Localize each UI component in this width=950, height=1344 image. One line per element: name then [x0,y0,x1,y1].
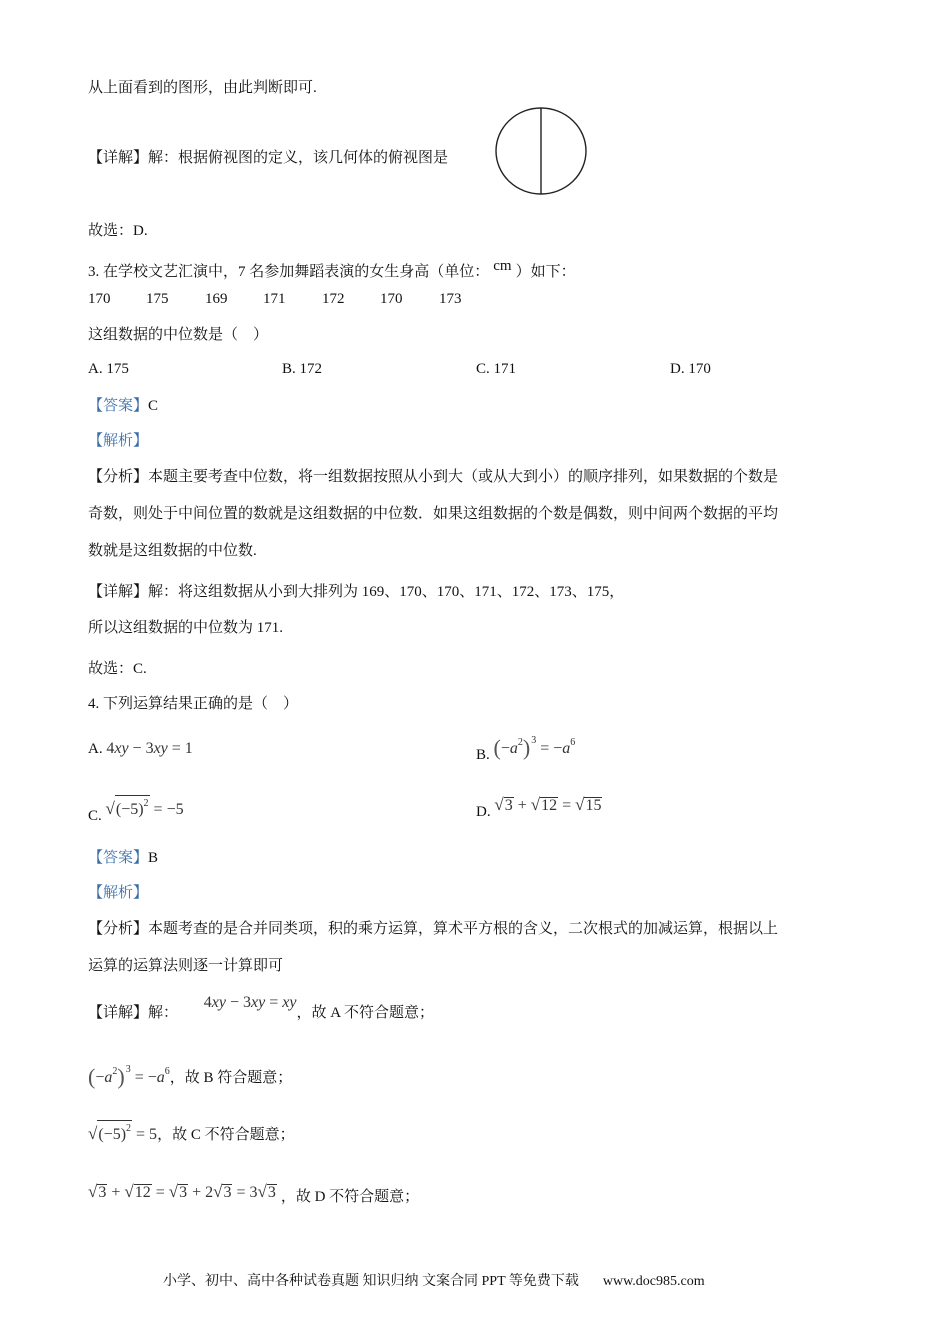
q2-intro-end: 从上面看到的图形，由此判断即可. [88,80,317,96]
detail-text: 解：将这组数据从小到大排列为 169、170、170、171、172、173、175， [148,584,625,600]
step-d-expr: √3 + √12 = √3 + 2√3 = 3√3 [88,1182,276,1201]
q3-fenxi-line-2: 奇数，则处于中间位置的数就是这组数据的中位数．如果这组数据的个数是偶数，则中间两个数据的平均 [88,506,779,522]
step-a-expr: 4xy − 3xy = xy [203,994,297,1011]
step-c-comment: ，故 C 不符合题意； [157,1127,295,1143]
fenxi-label: 【分析】 [88,469,149,485]
fenxi-text: 本题考查的是合并同类项，积的乘方运算，算术平方根的含义，二次根式的加减运算，根据以上 [148,921,779,937]
q4-option-c [88,795,184,825]
q3-choice: 故选：C. [88,661,147,677]
height-value: 175 [146,291,169,307]
q3-option-a: A. 175 [88,361,129,377]
height-value: 169 [205,291,228,307]
q3-answer [88,396,158,416]
q4-detail-step-a [88,994,434,1023]
step-b-expr: $(-a^2)^3 = -a^6$ [88,1064,170,1089]
step-c-expr: $√(-5)^2 = 5$ [88,1126,157,1143]
answer-value: C [148,398,159,414]
q4-detail-step-b [88,1060,292,1088]
answer-label: 【答案】 [88,398,149,414]
detail-label: 【详解】 [88,584,149,600]
fenxi-text: 本题主要考查中位数，将一组数据按照从小到大（或从大到小）的顺序排列，如果数据的个数是 [148,469,779,485]
q4-analysis-label: 【解析】 [88,885,149,901]
option-b-expr: $(-a^2)^3 = -a^6$ [493,735,576,760]
option-letter: D. [476,804,491,820]
footer-url[interactable]: www.doc985.com [602,1274,705,1289]
detail-label: 【详解】 [88,1005,149,1021]
q3-fenxi-line-3: 数就是这组数据的中位数. [88,543,257,559]
q3-detail-line-1 [88,582,624,602]
top-view-circle-figure [494,105,588,197]
option-letter: A. [88,741,103,757]
q4-option-b [476,735,575,764]
height-value: 171 [263,291,286,307]
detail-label: 【详解】 [88,150,149,166]
q3-stem-suffix: ）如下： [515,264,576,280]
q3-stem-prefix: 3. 在学校文艺汇演中，7 名参加舞蹈表演的女生身高（单位： [88,264,490,280]
step-d-comment: ，故 D 不符合题意； [280,1189,420,1205]
step-a-comment: ，故 A 不符合题意； [296,1005,434,1021]
detail-prefix: 解： [148,1005,179,1021]
q3-option-b: B. 172 [282,361,323,377]
q4-detail-step-d [88,1182,419,1203]
answer-value: B [148,850,159,866]
option-letter: C. [88,808,102,824]
q3-analysis-label: 【解析】 [88,433,149,449]
step-b-comment: ，故 B 符合题意； [169,1070,293,1086]
q2-detail [88,148,448,168]
q4-fenxi-line-2: 运算的运算法则逐一计算即可 [88,958,284,974]
page-footer [163,1270,705,1290]
height-value: 172 [322,291,345,307]
q2-choice: 故选：D. [88,223,148,239]
q3-detail-line-2: 所以这组数据的中位数为 171. [88,620,284,636]
height-value: 170 [88,291,111,307]
q3-option-c: C. 171 [476,361,517,377]
detail-text: 解：根据俯视图的定义，该几何体的俯视图是 [148,150,449,166]
answer-label: 【答案】 [88,850,149,866]
option-letter: B. [476,747,490,763]
q4-stem: 4. 下列运算结果正确的是（ ） [88,696,299,712]
q3-stem [88,256,576,282]
q3-unit: cm [493,258,512,274]
q4-fenxi-line-1 [88,919,778,939]
option-a-expr: 4xy − 3xy = 1 [106,740,193,757]
q4-option-a [88,740,193,758]
option-d-expr: √3 + √12 = √15 [494,795,602,814]
q3-fenxi-line-1 [88,467,778,487]
q4-answer [88,848,158,868]
q4-detail-step-c [88,1120,295,1145]
q4-option-d [476,795,602,821]
q3-question: 这组数据的中位数是（ ） [88,327,269,343]
option-c-expr: $√(-5)^2 = -5$ [106,801,184,818]
height-value: 173 [439,291,462,307]
footer-text: 小学、初中、高中各种试卷真题 知识归纳 文案合同 PPT 等免费下载 [163,1274,579,1289]
q3-option-d: D. 170 [670,361,711,377]
fenxi-label: 【分析】 [88,921,149,937]
height-value: 170 [380,291,403,307]
